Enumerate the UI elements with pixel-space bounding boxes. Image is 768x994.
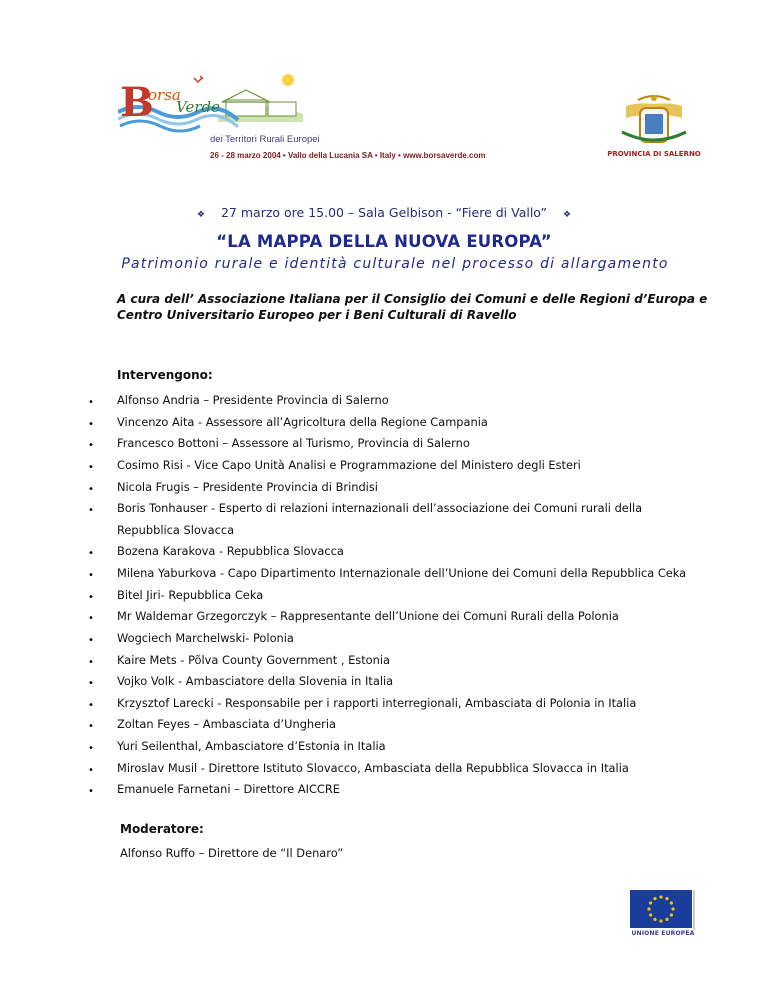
event-line xyxy=(0,205,768,220)
provincia-crest-icon xyxy=(608,92,700,150)
eu-caption: UNIONE EUROPEA xyxy=(631,930,695,937)
speaker-item xyxy=(88,606,748,628)
moderator-text: Alfonso Ruffo – Direttore de “Il Denaro” xyxy=(120,846,344,860)
speaker-item xyxy=(88,390,748,412)
speaker-text: Boris Tonhauser - Esperto di relazioni internazionali dell’associazione dei Comuni rurali della xyxy=(117,501,643,516)
bullet-icon: • xyxy=(88,440,94,452)
bullet-icon: • xyxy=(88,699,94,711)
speaker-item xyxy=(88,758,748,780)
logo-word-verde: Verde xyxy=(176,98,220,116)
speaker-item xyxy=(88,498,748,541)
bullet-icon: • xyxy=(88,505,94,517)
bullet-icon: • xyxy=(88,743,94,755)
provincia-caption: PROVINCIA DI SALERNO xyxy=(607,150,701,158)
logo-word-orsa: orsa xyxy=(148,86,181,104)
event-text: 27 marzo ore 15.00 – Sala Gelbison - “Fiere di Vallo” xyxy=(220,205,547,220)
speaker-text: Milena Yaburkova - Capo Dipartimento Internazionale dell’Unione dei Comuni della Repubblica Ceka xyxy=(117,565,687,580)
speaker-text: Nicola Frugis – Presidente Provincia di Brindisi xyxy=(117,479,378,494)
bullet-icon: • xyxy=(88,613,94,625)
bullet-icon: • xyxy=(88,764,94,776)
speaker-text: Bozena Karakova - Repubblica Slovacca xyxy=(117,544,344,559)
speaker-item xyxy=(88,585,748,607)
bullet-icon: • xyxy=(88,721,94,733)
speaker-text: Vojko Volk - Ambasciatore della Slovenia in Italia xyxy=(117,674,394,689)
page-subtitle: Patrimonio rurale e identità culturale nel processo di allargamento xyxy=(121,256,669,272)
bullet-icon: • xyxy=(88,461,94,473)
speaker-item xyxy=(88,650,748,672)
speaker-text: Miroslav Musil - Direttore Istituto Slovacco, Ambasciata della Repubblica Slovacca in Italia xyxy=(117,760,629,775)
eu-logo xyxy=(630,890,695,942)
speaker-text: Yuri Seilenthal, Ambasciatore d’Estonia in Italia xyxy=(117,739,386,754)
speaker-item xyxy=(88,671,748,693)
speaker-text: Zoltan Feyes – Ambasciata d’Ungheria xyxy=(117,717,336,732)
speaker-item xyxy=(88,714,748,736)
speaker-item xyxy=(88,693,748,715)
bullet-icon: • xyxy=(88,548,94,560)
speaker-item xyxy=(88,433,748,455)
speaker-item xyxy=(88,736,748,758)
bullet-icon: • xyxy=(88,483,94,495)
speaker-text: Mr Waldemar Grzegorczyk – Rappresentante dell’Unione dei Comuni Rurali della Polonia xyxy=(117,609,619,624)
bullet-icon: • xyxy=(88,591,94,603)
borsa-verde-logo-graphic xyxy=(118,72,498,164)
speaker-item xyxy=(88,563,748,585)
borsa-verde-logo xyxy=(118,72,498,164)
bullet-icon: • xyxy=(88,418,94,430)
speaker-item xyxy=(88,455,748,477)
logo-dates: 26 - 28 marzo 2004 • Vallo della Lucania SA • Italy • www.borsaverde.com xyxy=(210,151,486,160)
moderator-heading: Moderatore: xyxy=(120,822,204,836)
speaker-text-continuation: Repubblica Slovacca xyxy=(117,522,235,537)
speaker-list xyxy=(88,390,748,801)
speaker-item xyxy=(88,628,748,650)
logo-subtitle: dei Territori Rurali Europei xyxy=(210,134,320,145)
speaker-text: Krzysztof Larecki - Responsabile per i rapporti interregionali, Ambasciata di Polonia in Italia xyxy=(117,695,637,710)
speaker-item xyxy=(88,412,748,434)
provincia-logo xyxy=(608,92,700,162)
bullet-icon: • xyxy=(88,656,94,668)
diamond-icon: ❖ xyxy=(562,210,572,220)
logo-letter-b: B xyxy=(120,79,154,126)
bullet-icon: • xyxy=(88,397,94,408)
speaker-item xyxy=(88,477,748,499)
speaker-item xyxy=(88,779,748,801)
speaker-text: Cosimo Risi - Vice Capo Unità Analisi e Programmazione del Ministero degli Esteri xyxy=(117,457,581,472)
speaker-text: Wogciech Marchelwski- Polonia xyxy=(117,630,294,645)
speaker-text: Francesco Bottoni – Assessore al Turismo, Provincia di Salerno xyxy=(117,436,470,451)
bullet-icon: • xyxy=(88,786,94,798)
speaker-text: Bitel Jiri- Repubblica Ceka xyxy=(117,587,264,602)
bullet-icon: • xyxy=(88,678,94,690)
speaker-text: Emanuele Farnetani – Direttore AICCRE xyxy=(117,782,340,797)
eu-flag-icon xyxy=(630,890,695,930)
diamond-icon: ❖ xyxy=(196,210,205,220)
speaker-text: Vincenzo Aita - Assessore all’Agricoltura della Regione Campania xyxy=(117,414,488,429)
curator-text: A cura dell’ Associazione Italiana per il Consiglio dei Comuni e delle Regioni d’Europa e Centro Universitario Europeo per i Beni Culturali di Ravello xyxy=(117,292,708,322)
bullet-icon: • xyxy=(88,634,94,646)
speakers-heading: Intervengono: xyxy=(117,368,213,382)
speaker-item xyxy=(88,541,748,563)
speaker-text: Kaire Mets - Põlva County Government , Estonia xyxy=(117,652,391,667)
page-title: “LA MAPPA DELLA NUOVA EUROPA” xyxy=(216,232,552,251)
bullet-icon: • xyxy=(88,569,94,581)
speaker-text: Alfonso Andria – Presidente Provincia di Salerno xyxy=(117,393,389,407)
